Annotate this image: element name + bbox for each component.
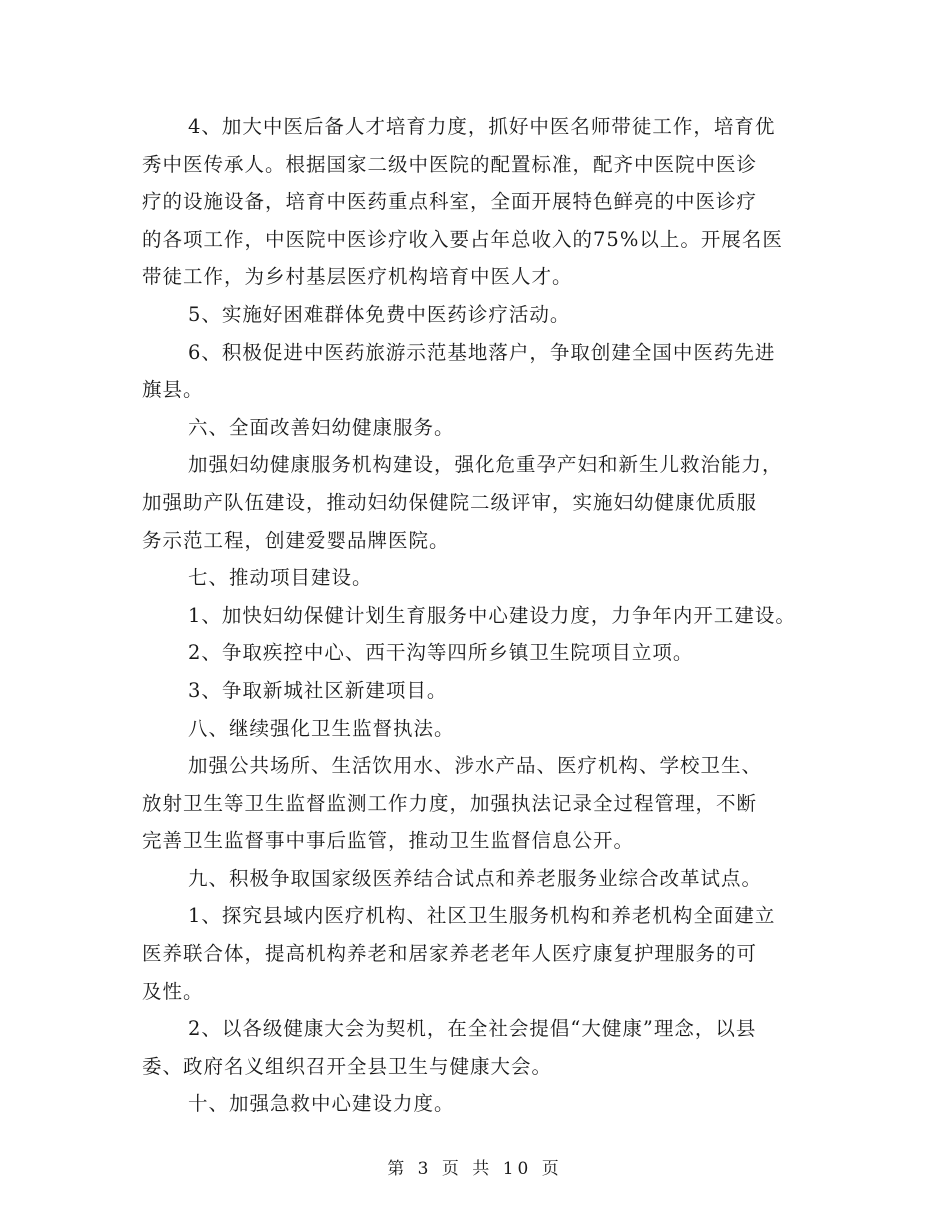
- text-line: 1、探究县域内医疗机构、社区卫生服务机构和养老机构全面建立: [188, 904, 776, 928]
- text-line: 加强公共场所、生活饮用水、涉水产品、医疗机构、学校卫生、: [188, 754, 763, 778]
- text-line: 加强妇幼健康服务机构建设，强化危重孕产妇和新生儿救治能力，: [188, 453, 783, 477]
- paragraph: [142, 672, 814, 710]
- text-line: 委、政府名义组织召开全县卫生与健康大会。: [142, 1054, 553, 1078]
- text-line: 1、加快妇幼保健计划生育服务中心建设力度，力争年内开工建设。: [188, 603, 796, 627]
- text-line: 九、积极争取国家级医养结合试点和养老服务业综合改革试点。: [188, 866, 763, 890]
- paragraph: [142, 597, 814, 635]
- text-line: 八、继续强化卫生监督执法。: [188, 716, 455, 740]
- paragraph: [142, 296, 814, 334]
- paragraph: [142, 897, 814, 1010]
- document-body: [142, 108, 814, 1123]
- text-line: 秀中医传承人。根据国家二级中医院的配置标准，配齐中医院中医诊: [142, 152, 758, 176]
- text-line: 2、以各级健康大会为契机，在全社会提倡“大健康”理念，以县: [188, 1017, 757, 1041]
- text-line: 带徒工作，为乡村基层医疗机构培育中医人才。: [142, 265, 573, 289]
- text-line: 医养联合体，提高机构养老和居家养老老年人医疗康复护理服务的可: [142, 942, 758, 966]
- text-line: 放射卫生等卫生监督监测工作力度，加强执法记录全过程管理，不断: [142, 791, 758, 815]
- text-line: 加强助产队伍建设，推动妇幼保健院二级评审，实施妇幼健康优质服: [142, 490, 758, 514]
- text-line: 3、争取新城社区新建项目。: [188, 678, 448, 702]
- paragraph: [142, 747, 814, 860]
- text-line: 6、积极促进中医药旅游示范基地落户，争取创建全国中医药先进: [188, 340, 776, 364]
- paragraph: [142, 409, 814, 447]
- paragraph: [142, 108, 814, 296]
- text-line: 的各项工作，中医院中医诊疗收入要占年总收入的75%以上。开展名医: [142, 227, 783, 251]
- text-line: 完善卫生监督事中事后监管，推动卫生监督信息公开。: [142, 829, 635, 853]
- paragraph: [142, 559, 814, 597]
- text-line: 疗的设施设备，培育中医药重点科室，全面开展特色鲜亮的中医诊疗: [142, 190, 758, 214]
- text-line: 六、全面改善妇幼健康服务。: [188, 415, 455, 439]
- text-line: 2、争取疾控中心、西干沟等四所乡镇卫生院项目立项。: [188, 641, 694, 665]
- text-line: 4、加大中医后备人才培育力度，抓好中医名师带徒工作，培育优: [188, 115, 776, 138]
- text-line: 5、实施好困难群体免费中医药诊疗活动。: [188, 302, 571, 326]
- page-number-footer: 第 3 页 共 10 页: [387, 1159, 563, 1179]
- text-line: 七、推动项目建设。: [188, 566, 373, 590]
- text-line: 务示范工程，创建爱婴品牌医院。: [142, 528, 450, 552]
- paragraph: [142, 860, 814, 898]
- text-line: 旗县。: [142, 378, 204, 402]
- paragraph: [142, 634, 814, 672]
- text-line: 及性。: [142, 979, 204, 1003]
- paragraph: [142, 710, 814, 748]
- paragraph: [142, 1085, 814, 1123]
- paragraph: [142, 334, 814, 409]
- paragraph: [142, 446, 814, 559]
- text-line: 十、加强急救中心建设力度。: [188, 1092, 455, 1116]
- paragraph: [142, 1010, 814, 1085]
